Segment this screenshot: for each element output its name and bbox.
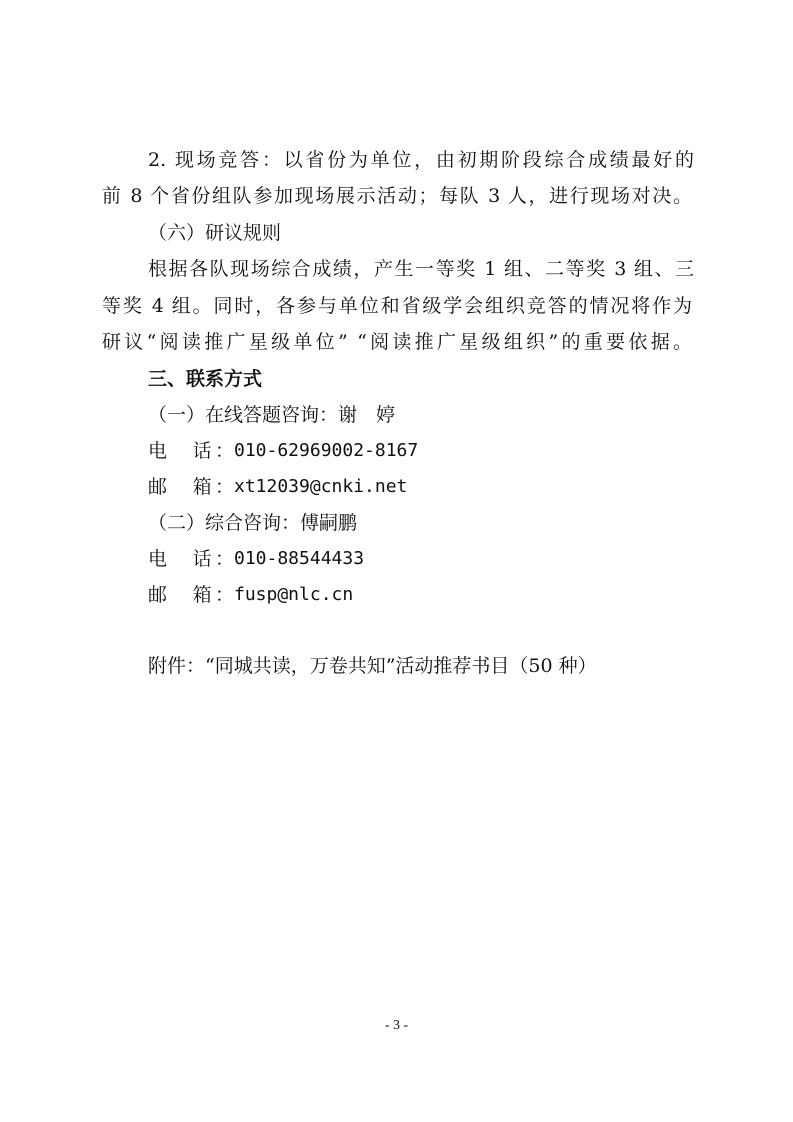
section-heading-contact bbox=[0, 363, 793, 395]
contact-phone-2 bbox=[0, 543, 793, 575]
paragraph-line-2 bbox=[0, 180, 793, 212]
subheading-text: （一）在线答题咨询：谢 婷 bbox=[148, 404, 396, 426]
page-number: - 3 - bbox=[384, 1018, 409, 1033]
phone-label: 电 话： bbox=[148, 440, 234, 462]
paragraph-line-4 bbox=[0, 253, 793, 285]
contact-phone-1 bbox=[0, 435, 793, 467]
text-line: 等奖 4 组。同时，各参与单位和省级学会组织竞答的情况将作为 bbox=[102, 295, 692, 317]
email-address: xt12039@cnki.net bbox=[234, 476, 408, 497]
subheading-text: （六）研议规则 bbox=[148, 222, 282, 244]
text-line: 根据各队现场综合成绩，产生一等奖 1 组、二等奖 3 组、三 bbox=[148, 258, 694, 280]
subheading-text: （二）综合咨询：傅嗣鹏 bbox=[148, 512, 358, 534]
phone-number: 010-62969002-8167 bbox=[234, 440, 419, 461]
contact-email-2 bbox=[0, 579, 793, 611]
text-line: 前 8 个省份组队参加现场展示活动；每队 3 人，进行现场对决。 bbox=[102, 185, 692, 207]
text-line: 研议“阅读推广星级单位” “阅读推广星级组织”的重要依据。 bbox=[102, 331, 692, 353]
paragraph-line-6 bbox=[0, 326, 793, 358]
subheading-rules bbox=[0, 217, 793, 249]
attachment-text: 附件：“同城共读，万卷共知”活动推荐书目（50 种） bbox=[148, 655, 597, 677]
contact-email-1 bbox=[0, 471, 793, 503]
phone-number: 010-88544433 bbox=[234, 548, 365, 569]
text-line: 2. 现场竞答：以省份为单位，由初期阶段综合成绩最好的 bbox=[148, 149, 694, 171]
phone-label: 电 话： bbox=[148, 548, 234, 570]
attachment-note bbox=[0, 650, 793, 682]
subheading-general-consult bbox=[0, 507, 793, 539]
paragraph-line-5 bbox=[0, 290, 793, 322]
email-address: fusp@nlc.cn bbox=[234, 584, 354, 605]
paragraph-line-1 bbox=[0, 144, 793, 176]
email-label: 邮 箱： bbox=[148, 584, 234, 606]
email-label: 邮 箱： bbox=[148, 476, 234, 498]
subheading-online-consult bbox=[0, 399, 793, 431]
heading-text: 三、联系方式 bbox=[148, 368, 263, 390]
